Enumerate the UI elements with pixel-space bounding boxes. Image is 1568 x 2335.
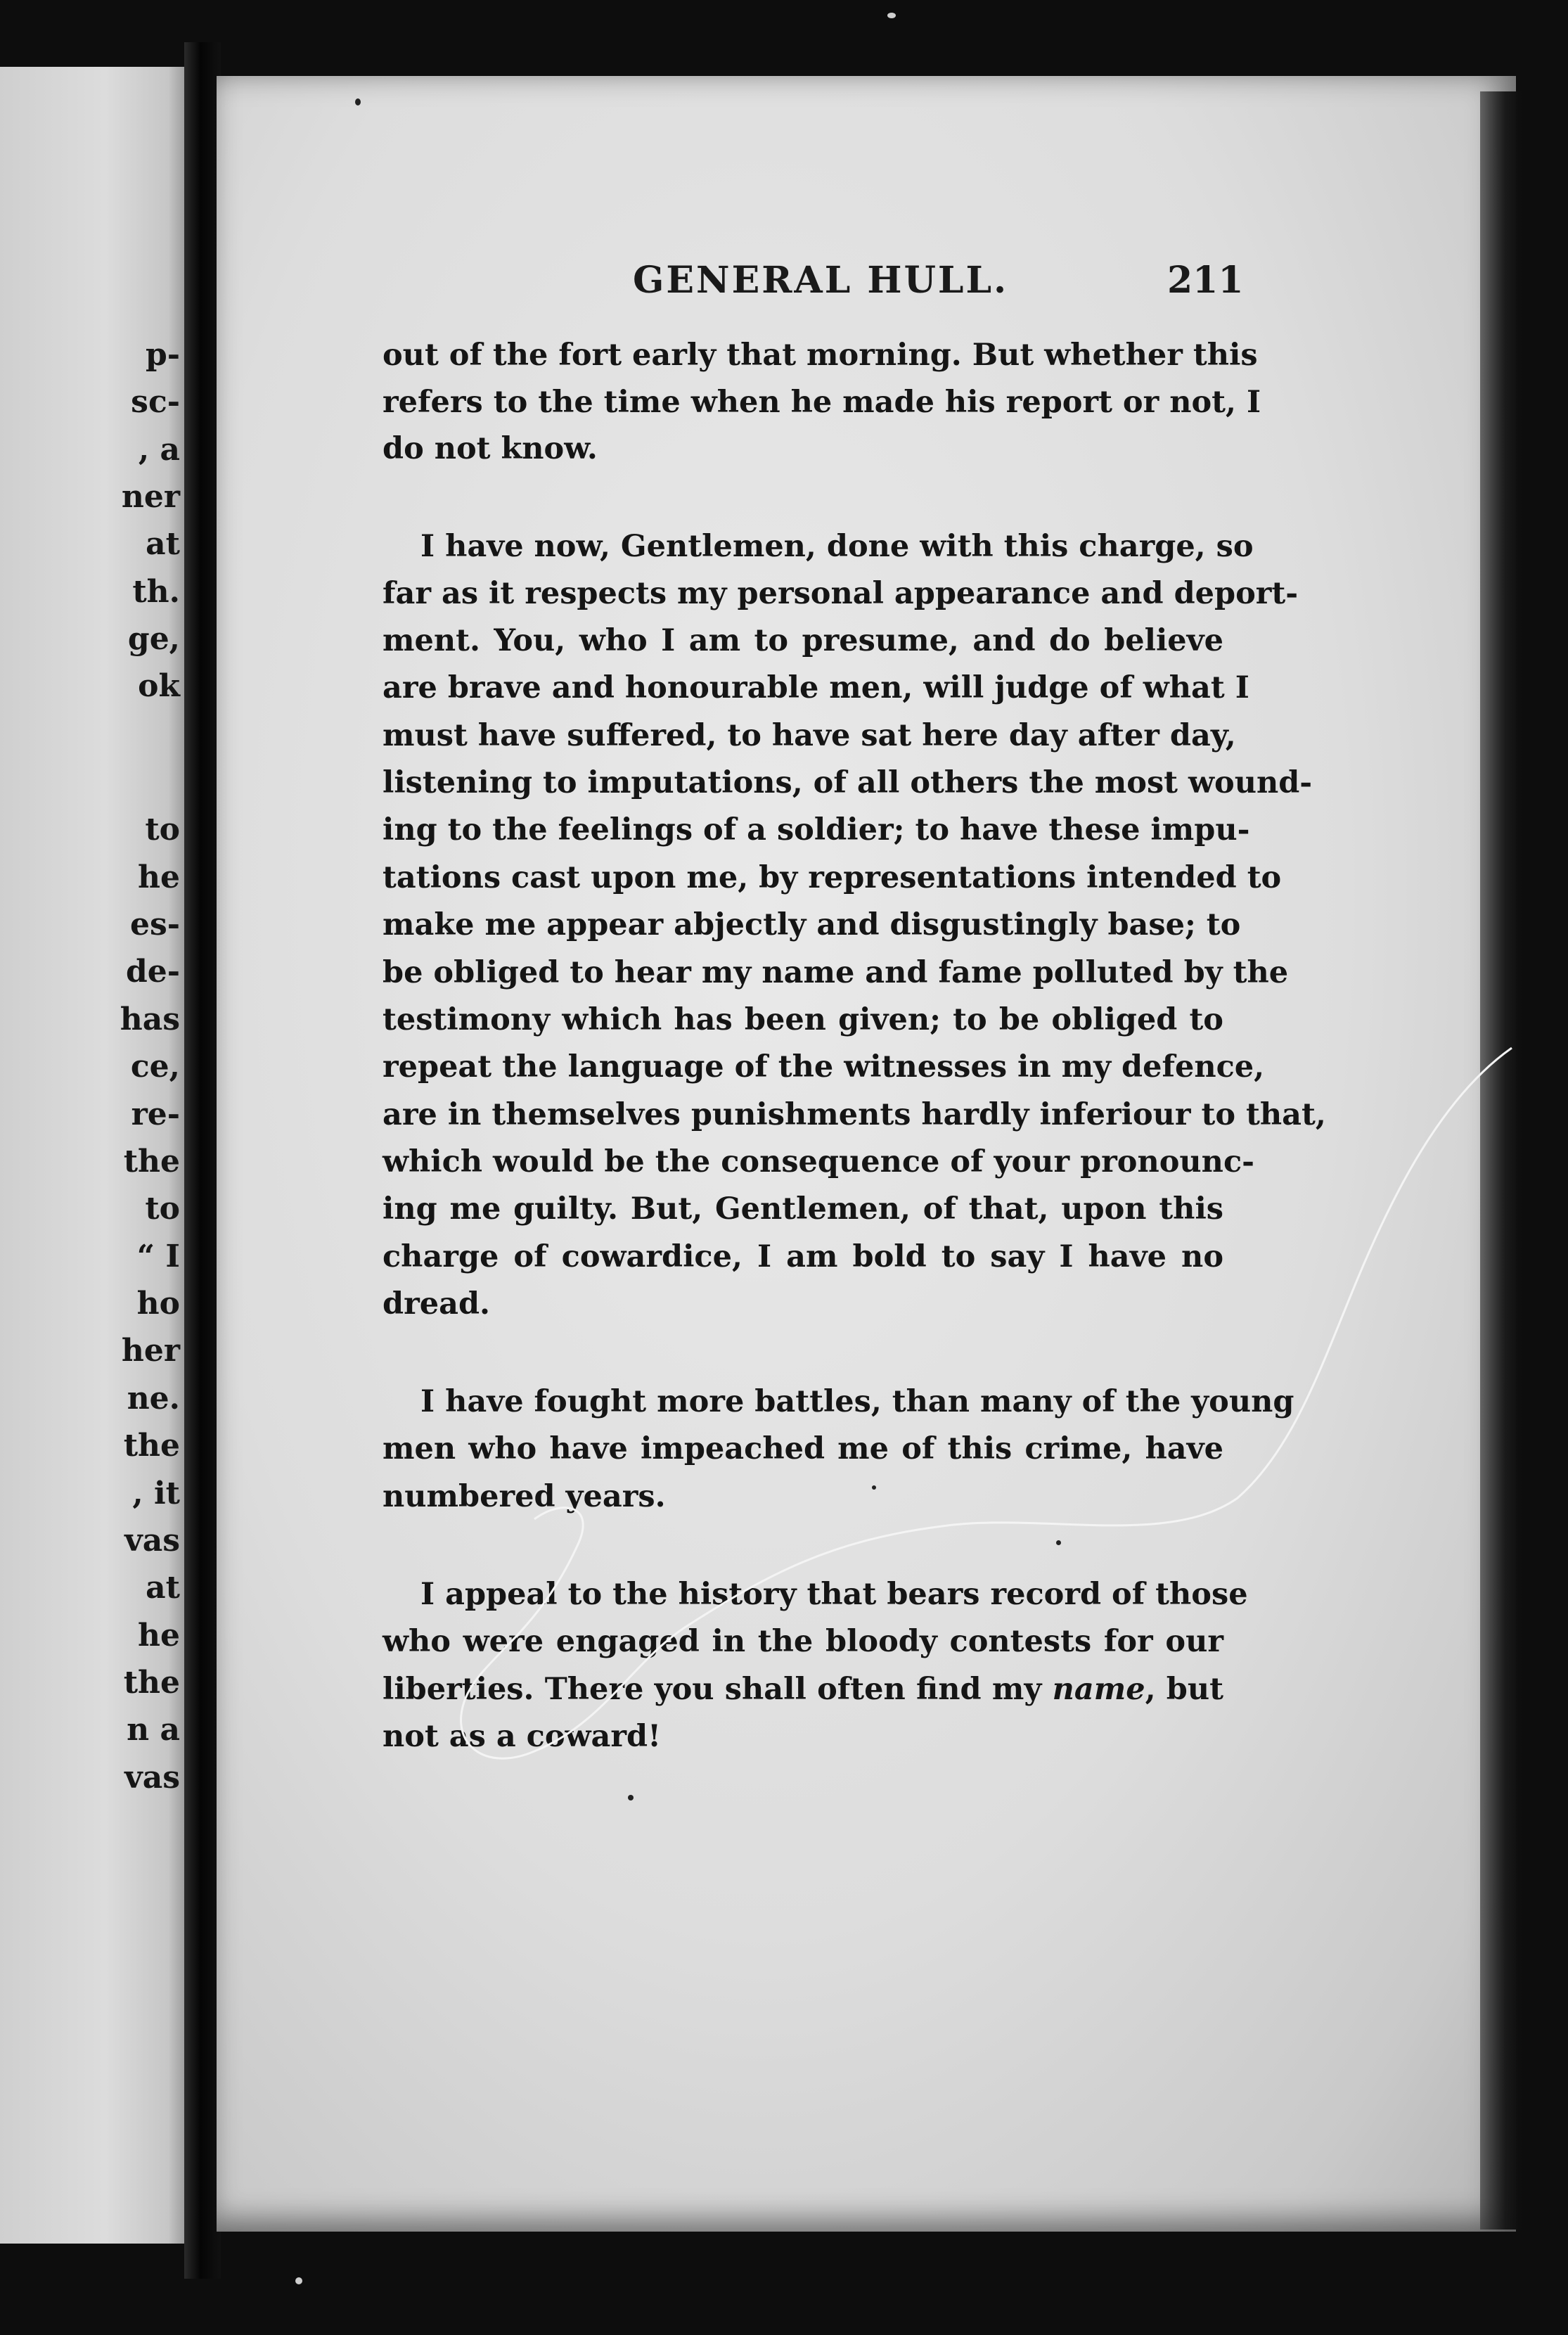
page-edge-shadow: [1480, 91, 1522, 2230]
text-line: which would be the consequence of your pronounc-: [383, 1144, 1254, 1179]
running-head: GENERAL HULL.: [633, 259, 1009, 302]
ink-speck: [628, 1795, 634, 1800]
text-line: make me appear abjectly and disgustingly base; to: [383, 907, 1241, 942]
text-line: are in themselves punishments hardly inferiour to that,: [383, 1097, 1326, 1132]
text-line: tations cast upon me, by representations intended to: [383, 860, 1282, 895]
text-line: ing to the feelings of a soldier; to have these impu-: [383, 812, 1250, 847]
text-line: men who have impeached me of this crime, have: [383, 1431, 1223, 1466]
left-line-fragment: ok: [138, 668, 180, 704]
text-line: I appeal to the history that bears record of those: [420, 1577, 1248, 1612]
text-line: ing me guilty. But, Gentlemen, of that, upon this: [383, 1191, 1223, 1227]
left-line-fragment: ge,: [127, 621, 180, 657]
left-line-fragment: at: [146, 526, 180, 562]
left-line-fragment: p-: [145, 337, 180, 373]
left-line-fragment: , a: [138, 432, 180, 468]
left-line-fragment: vas: [124, 1760, 180, 1796]
left-line-fragment: has: [120, 1002, 180, 1037]
left-line-fragment: her: [121, 1333, 180, 1369]
text-line: testimony which has been given; to be obliged to: [383, 1002, 1223, 1037]
left-line-fragment: ho: [136, 1286, 180, 1322]
left-line-fragment: re-: [131, 1096, 180, 1132]
text-line: do not know.: [383, 431, 598, 466]
left-line-fragment: sc-: [131, 384, 180, 420]
left-line-fragment: to: [145, 1191, 180, 1227]
left-line-fragment: ne.: [127, 1381, 180, 1416]
left-line-fragment: ner: [121, 479, 180, 515]
text-line: dread.: [383, 1286, 490, 1322]
text-line: numbered years.: [383, 1479, 666, 1514]
book-gutter: [184, 42, 221, 2279]
text-line: I have fought more battles, than many of the young: [420, 1384, 1294, 1419]
left-line-fragment: th.: [132, 574, 180, 610]
text-line: be obliged to hear my name and fame polluted by the: [383, 955, 1289, 990]
text-line: who were engaged in the bloody contests for our: [383, 1624, 1223, 1659]
left-line-fragment: de-: [125, 954, 180, 990]
text-line: charge of cowardice, I am bold to say I have no: [383, 1239, 1223, 1274]
dust-speck: [887, 13, 896, 18]
text-run: , but: [1145, 1672, 1223, 1707]
left-line-fragment: es-: [129, 907, 180, 942]
text-line: are brave and honourable men, will judge of what I: [383, 670, 1249, 705]
left-line-fragment: , it: [132, 1476, 180, 1511]
text-line: out of the fort early that morning. But whether this: [383, 338, 1258, 373]
ink-speck: [872, 1485, 876, 1490]
left-line-fragment: ce,: [130, 1049, 180, 1085]
text-line: I have now, Gentlemen, done with this charge, so: [420, 529, 1254, 564]
dust-speck: [295, 2277, 302, 2284]
left-page-fragment: [0, 67, 191, 2244]
page-number: 211: [1167, 259, 1244, 302]
left-line-fragment: to: [145, 812, 180, 847]
left-line-fragment: he: [138, 1618, 180, 1653]
left-line-fragment: vas: [124, 1523, 180, 1559]
left-line-fragment: the: [123, 1428, 180, 1464]
emphasized-word: name: [1052, 1672, 1145, 1707]
text-run: liberties. There you shall often find my: [383, 1672, 1042, 1707]
text-line: far as it respects my personal appearance and deport-: [383, 576, 1299, 611]
left-line-fragment: “ I: [136, 1239, 180, 1274]
text-line: refers to the time when he made his report or not, I: [383, 385, 1261, 420]
text-line: ment. You, who I am to presume, and do believe: [383, 623, 1223, 658]
text-line: repeat the language of the witnesses in my defence,: [383, 1049, 1265, 1085]
text-line: listening to imputations, of all others the most wound-: [383, 765, 1313, 800]
left-line-fragment: the: [123, 1144, 180, 1179]
text-line-with-emphasis: [383, 1672, 1223, 1707]
left-line-fragment: the: [123, 1665, 180, 1701]
text-line: must have suffered, to have sat here day after day,: [383, 718, 1236, 753]
text-line: not as a coward!: [383, 1719, 661, 1754]
ink-speck: [1056, 1540, 1061, 1545]
ink-speck: [355, 98, 361, 105]
left-line-fragment: he: [138, 859, 180, 895]
left-line-fragment: n a: [127, 1712, 180, 1748]
left-line-fragment: at: [146, 1570, 180, 1606]
